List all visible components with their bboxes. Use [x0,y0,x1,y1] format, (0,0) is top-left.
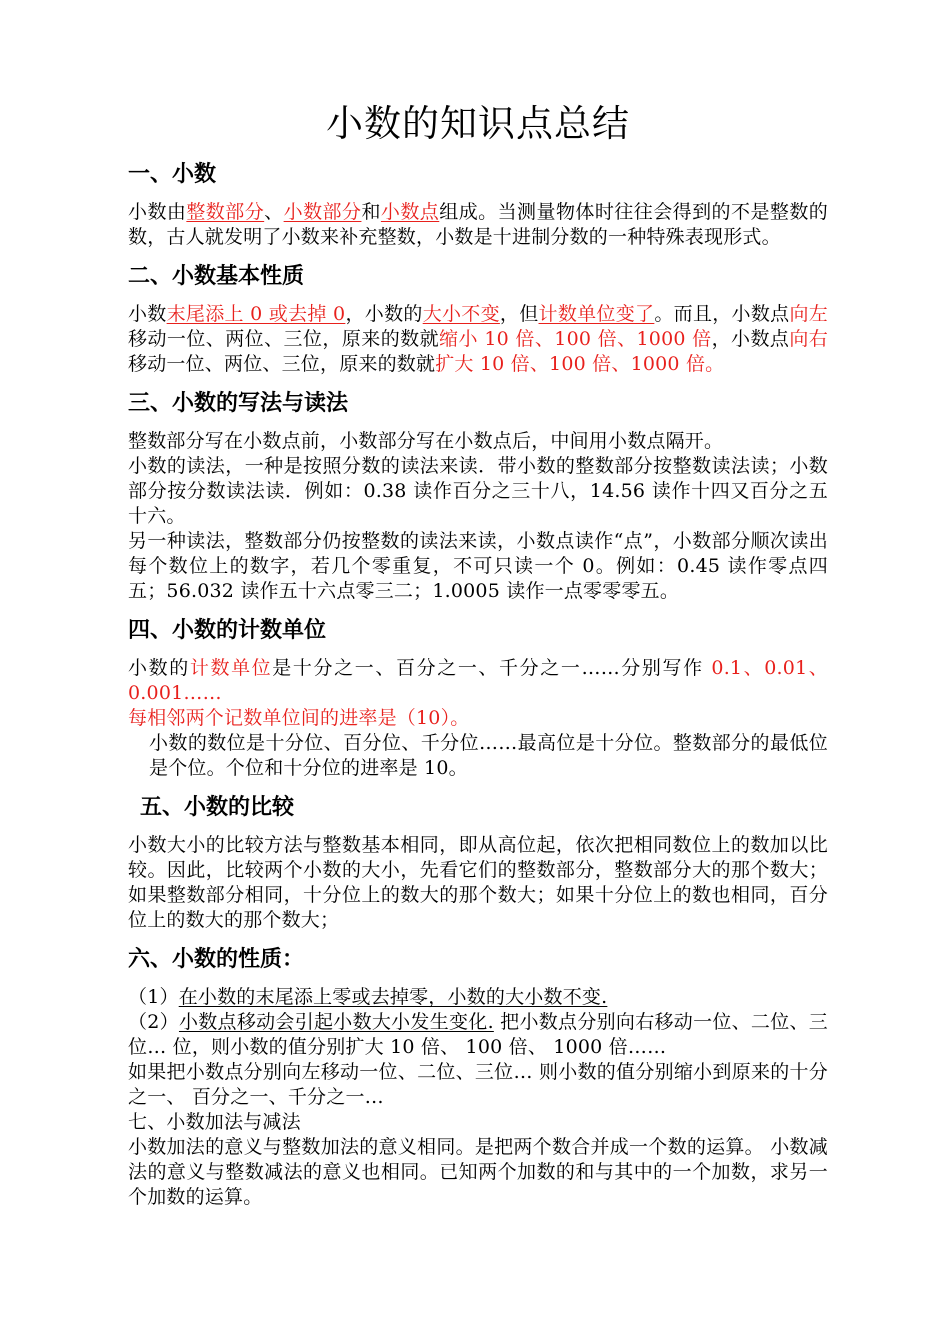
text: 移动一位、两位、三位，原来的数就 [128,328,440,350]
item-number: （2） [128,1011,179,1033]
document-page [128,92,828,1210]
keyword-unit-changed: 计数单位变了 [538,303,655,325]
keyword-add-remove-zero: 末尾添上 0 或去掉 0 [166,303,346,325]
text: 小数由 [128,201,187,223]
section-3-paragraph-1: 整数部分写在小数点前，小数部分写在小数点后，中间用小数点隔开。 [128,430,724,452]
text: 组成。当测量物体时往往会得到的不是整数的数，古人就发明了小数来补充整数，小数是十进制分数的一种特殊表现形式。 [128,201,828,248]
keyword-counting-unit: 计数单位 [189,657,273,679]
section-4-paragraph-1 [128,656,828,706]
section-1-paragraph [128,200,828,250]
keyword-integer-part: 整数部分 [186,201,265,223]
section-6-item-2 [128,1010,828,1060]
section-3-paragraph-2: 小数的读法，一种是按照分数的读法来读．带小数的整数部分按整数读法读；小数部分按分数读法读．例如：0.38 读作百分之三十八，14.56 读作十四又百分之五十六。 [128,455,828,527]
page-title: 小数的知识点总结 [326,102,630,145]
section-6-item-1 [128,985,828,1010]
text: ，小数的 [345,303,423,325]
text: 是十分之一、百分之一、千分之一……分别写作 [272,657,712,679]
section-7-paragraph: 小数加法的意义与整数加法的意义相同。是把两个数合并成一个数的运算。 小数减法的意义与整数减法的意义也相同。已知两个加数的和与其中的一个加数，求另一个加数的运算。 [128,1136,828,1208]
section-5-paragraph: 小数大小的比较方法与整数基本相同，即从高位起，依次把相同数位上的数加以比较。因此，比较两个小数的大小，先看它们的整数部分，整数部分大的那个数大；如果整数部分相同，十分位上的数大的那个数大；如果十分位上的数也相同，百分位上的数大的那个数大； [128,834,828,931]
section-3-heading: 三、小数的写法与读法 [128,391,349,416]
text: 和 [361,201,381,223]
section-6-paragraph-3: 如果把小数点分别向左移动一位、二位、三位… 则小数的值分别缩小到原来的十分之一、 百分之一、千分之一… [128,1061,828,1108]
keyword-shrink: 缩小 10 倍、100 倍、1000 倍 [439,328,712,350]
text: 把小数点分别向右移动一位、二位、三位… 位，则小数的值分别扩大 10 倍、 100 倍、 1000 倍…… [128,1011,828,1058]
keyword-unit-values: 0.1、0.01、 0.001…… [128,657,828,704]
section-4-paragraph-3: 小数的数位是十分位、百分位、千分位……最高位是十分位。整数部分的最低位是个位。个位和十分位的进率是 10。 [149,732,828,779]
section-4-paragraph-2: 每相邻两个记数单位间的进率是（10）。 [128,707,470,729]
keyword-value-unchanged: 大小不变 [422,303,500,325]
section-5-heading: 五、小数的比较 [140,795,295,820]
text: 、 [264,201,284,223]
keyword-decimal-part: 小数部分 [283,201,362,223]
item-number: （1） [128,986,179,1008]
text: 。而且，小数点 [654,303,790,325]
section-2-paragraph [128,302,828,377]
section-2-heading: 二、小数基本性质 [128,264,305,289]
section-1-heading: 一、小数 [128,162,217,187]
text: 小数的 [128,657,190,679]
keyword-decimal-point: 小数点 [380,201,440,223]
keyword-enlarge: 扩大 10 倍、100 倍、1000 倍。 [435,353,725,375]
keyword-left: 向左 [789,303,828,325]
text: ，但 [499,303,539,325]
underlined-text: 在小数的末尾添上零或去掉零，小数的大小数不变. [178,986,608,1008]
section-4-heading: 四、小数的计数单位 [128,618,327,643]
underlined-text: 小数点移动会引起小数大小发生变化. [178,1011,494,1033]
section-6-heading: 六、小数的性质： [128,947,305,972]
section-7-heading: 七、小数加法与减法 [128,1111,301,1133]
text: ，小数点 [711,328,790,350]
text: 移动一位、两位、三位，原来的数就 [128,353,436,375]
keyword-right: 向右 [789,328,828,350]
section-3-paragraph-3: 另一种读法，整数部分仍按整数的读法来读，小数点读作“点”，小数部分顺次读出每个数位上的数字，若几个零重复，不可只读一个 0。例如：0.45 读作零点四五；56.032 读作五十六点零三二；1.0005 读作一点零零零五。 [128,530,828,602]
text: 小数 [128,303,167,325]
